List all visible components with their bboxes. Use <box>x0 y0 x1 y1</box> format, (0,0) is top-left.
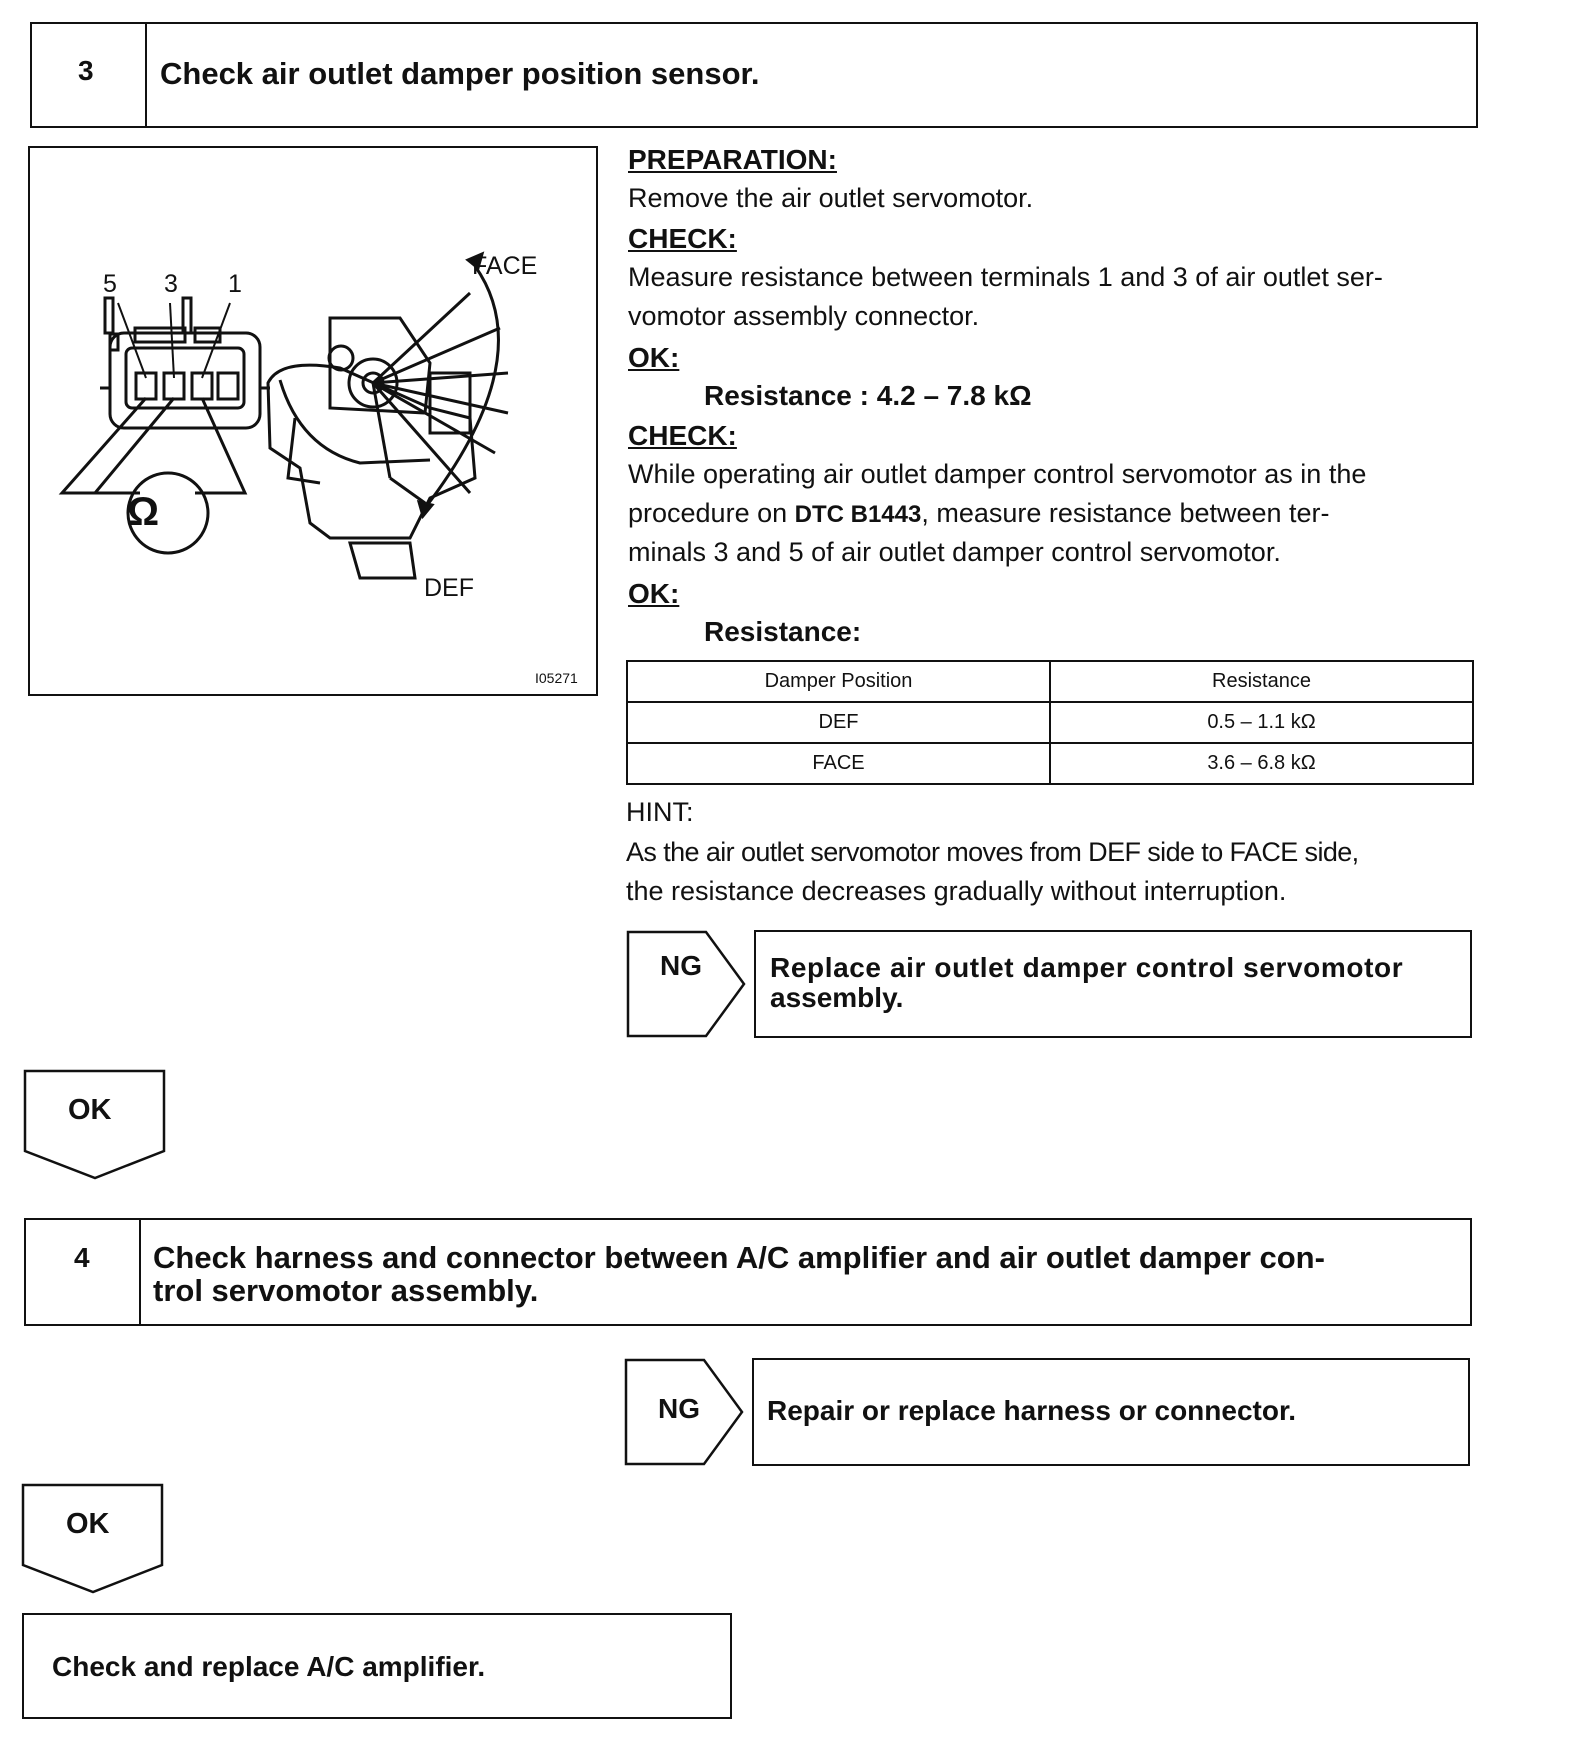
table-header-cell: Resistance <box>1050 661 1473 702</box>
step4-number: 4 <box>74 1242 90 1273</box>
table-row <box>627 702 1473 743</box>
check2-line2-pre: procedure on <box>628 498 795 528</box>
terminal-label-1: 1 <box>228 270 242 298</box>
ng1-arrow-shape <box>626 930 748 1038</box>
check2-line2 <box>628 494 1473 534</box>
ng1-label: NG <box>660 950 702 981</box>
ng2-label: NG <box>658 1393 700 1424</box>
hint-line1: As the air outlet servomotor moves from DEF side to FACE side, <box>626 837 1359 867</box>
step3-number: 3 <box>78 55 94 86</box>
ng1-action-line1: Replace air outlet damper control servomotor <box>770 952 1404 983</box>
table-cell: 0.5 – 1.1 kΩ <box>1050 702 1473 743</box>
terminal-label-3: 3 <box>164 270 178 298</box>
servomotor-diagram <box>30 148 596 694</box>
check1-line1: Measure resistance between terminals 1 and 3 of air outlet ser- <box>628 262 1383 292</box>
ok1-spec: Resistance : 4.2 – 7.8 kΩ <box>704 380 1032 411</box>
ng1-action-line2: assembly. <box>770 982 904 1013</box>
check2-line3: minals 3 and 5 of air outlet damper control servomotor. <box>628 537 1281 567</box>
table-cell: FACE <box>627 743 1050 784</box>
ok1-arrow-label: OK <box>68 1094 112 1126</box>
resistance-table <box>626 660 1474 785</box>
check2-line2-post: , measure resistance between ter- <box>921 498 1330 528</box>
table-row <box>627 743 1473 784</box>
table-header-row <box>627 661 1473 702</box>
step4-divider <box>139 1218 141 1326</box>
hint-heading: HINT: <box>626 797 694 827</box>
check1-heading: CHECK: <box>628 223 737 254</box>
hint-line2: the resistance decreases gradually without interruption. <box>626 876 1287 906</box>
preparation-text: Remove the air outlet servomotor. <box>628 183 1034 213</box>
check2-heading: CHECK: <box>628 420 737 451</box>
ohm-symbol: Ω <box>127 490 160 534</box>
figure-id: I05271 <box>535 670 578 686</box>
face-label: FACE <box>472 252 538 280</box>
table-cell: 3.6 – 6.8 kΩ <box>1050 743 1473 784</box>
step3-divider <box>145 22 147 128</box>
ok2-heading: OK: <box>628 578 680 609</box>
table-cell: DEF <box>627 702 1050 743</box>
step3-title: Check air outlet damper position sensor. <box>160 56 760 91</box>
ok2-arrow-label: OK <box>66 1508 110 1540</box>
check2-line1: While operating air outlet damper control servomotor as in the <box>628 459 1367 489</box>
step4-title-line2: trol servomotor assembly. <box>153 1273 539 1308</box>
check1-line2: vomotor assembly connector. <box>628 301 980 331</box>
step4-title-line1: Check harness and connector between A/C amplifier and air outlet damper con- <box>153 1240 1325 1275</box>
ng2-action: Repair or replace harness or connector. <box>767 1395 1297 1426</box>
def-label: DEF <box>424 574 474 602</box>
final-action: Check and replace A/C amplifier. <box>52 1651 486 1682</box>
terminal-label-5: 5 <box>103 270 117 298</box>
preparation-heading: PREPARATION: <box>628 144 837 175</box>
ok1-heading: OK: <box>628 342 680 373</box>
table-header-cell: Damper Position <box>627 661 1050 702</box>
dtc-code: DTC B1443 <box>794 501 922 528</box>
ok2-spec: Resistance: <box>704 616 862 647</box>
